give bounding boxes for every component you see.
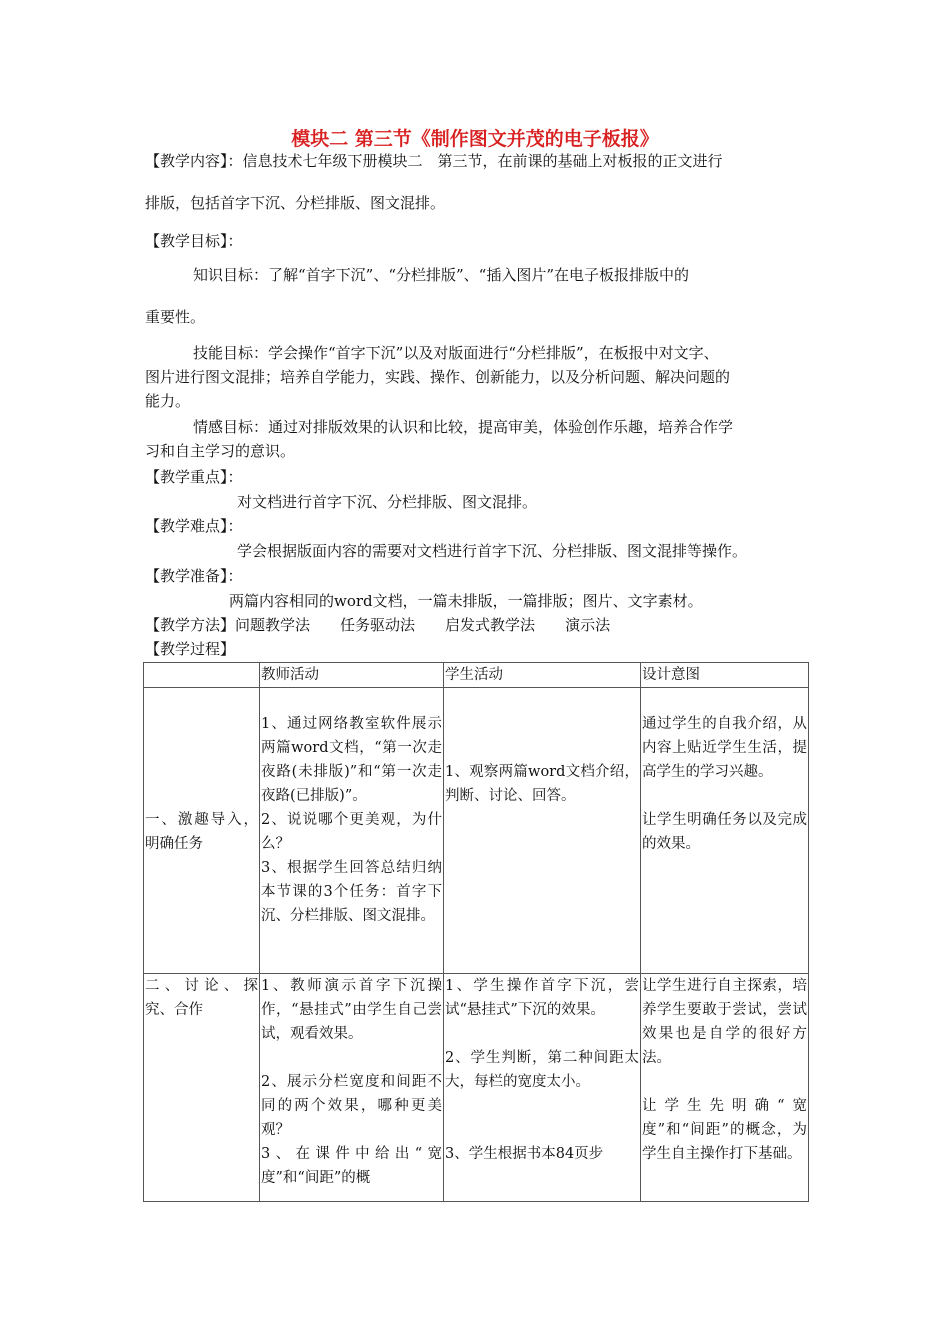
teacher-step: 3、在课件中给出“宽度”和“间距”的概 bbox=[261, 1146, 442, 1186]
difficulties-text: 学会根据版面内容的需要对文档进行首字下沉、分栏排版、图文混排等操作。 bbox=[237, 542, 748, 560]
teacher-step: 2、说说哪个更美观，为什么？ bbox=[261, 812, 442, 852]
teaching-content-cont: 排版，包括首字下沉、分栏排版、图文混排。 bbox=[145, 194, 446, 212]
stage-cell bbox=[144, 974, 260, 1202]
intent-cell bbox=[641, 688, 809, 974]
method-item: 启发式教学法 bbox=[445, 616, 536, 634]
skill-goal-cont-2: 能力。 bbox=[145, 392, 191, 410]
intent-text: 让学生先明确“宽度”和“间距”的概念，为学生自主操作打下基础。 bbox=[642, 1098, 807, 1162]
teacher-step: 3、根据学生回答总结归纳本节课的3个任务：首字下沉、分栏排版、图文混排。 bbox=[261, 860, 442, 924]
document-title: 模块二 第三节《制作图文并茂的电子板报》 bbox=[291, 128, 659, 150]
teaching-goals-label: 【教学目标】： bbox=[145, 232, 243, 250]
methods-label: 【教学方法】 bbox=[145, 616, 236, 634]
method-item: 演示法 bbox=[565, 616, 611, 634]
header-cell-stage bbox=[144, 663, 260, 688]
skill-goal: 技能目标：学会操作“首字下沉”以及对版面进行“分栏排版”，在板报中对文字、 bbox=[193, 344, 719, 362]
teacher-step: 2、展示分栏宽度和间距不同的两个效果，哪种更美观？ bbox=[261, 1074, 442, 1138]
header-cell-student: 学生活动 bbox=[444, 663, 641, 688]
teaching-methods bbox=[145, 614, 640, 636]
intent-text: 让学生明确任务以及完成的效果。 bbox=[642, 812, 807, 852]
stage-cell bbox=[144, 688, 260, 974]
teaching-content bbox=[145, 150, 723, 172]
skill-goal-cont-1: 图片进行图文混排；培养自学能力，实践、操作、创新能力，以及分析问题、解决问题的 bbox=[145, 368, 731, 386]
student-step: 3、学生根据书本84页步 bbox=[445, 1146, 604, 1162]
table-row bbox=[144, 688, 809, 974]
preparation-text: 两篇内容相同的word文档，一篇未排版，一篇排版；图片、文字素材。 bbox=[229, 592, 703, 610]
emotion-goal-cont: 习和自主学习的意识。 bbox=[145, 442, 296, 460]
student-step: 1、学生操作首字下沉，尝试“悬挂式”下沉的效果。 bbox=[445, 978, 639, 1018]
student-step: 1、观察两篇word文档介绍，判断、讨论、回答。 bbox=[445, 764, 639, 804]
preparation-label: 【教学准备】： bbox=[145, 567, 243, 585]
teacher-cell bbox=[260, 688, 444, 974]
student-cell bbox=[444, 688, 641, 974]
method-item: 任务驱动法 bbox=[340, 616, 416, 634]
teacher-step: 1、通过网络教室软件展示两篇word文档，“第一次走夜路(未排版)”和“第一次走夜路(已排版)”。 bbox=[261, 716, 442, 804]
intent-text: 通过学生的自我介绍，从内容上贴近学生生活，提高学生的学习兴趣。 bbox=[642, 716, 807, 780]
process-table bbox=[143, 662, 809, 1202]
method-item: 问题教学法 bbox=[235, 616, 311, 634]
teaching-content-label: 【教学内容】： bbox=[145, 152, 243, 170]
table-header-row bbox=[144, 663, 809, 688]
key-points-text: 对文档进行首字下沉、分栏排版、图文混排。 bbox=[237, 493, 538, 511]
difficulties-label: 【教学难点】： bbox=[145, 517, 243, 535]
student-cell bbox=[444, 974, 641, 1202]
stage-text: 一、激趣导入，明确任务 bbox=[145, 812, 258, 852]
student-step: 2、学生判断，第二种间距太大，每栏的宽度太小。 bbox=[445, 1050, 639, 1090]
header-cell-teacher: 教师活动 bbox=[260, 663, 444, 688]
intent-cell bbox=[641, 974, 809, 1202]
intent-text: 让学生进行自主探索，培养学生要敢于尝试，尝试效果也是自学的很好方法。 bbox=[642, 978, 807, 1066]
process-label: 【教学过程】 bbox=[145, 640, 236, 658]
stage-text: 二、讨论、探究、合作 bbox=[145, 978, 258, 1018]
emotion-goal: 情感目标：通过对排版效果的认识和比较，提高审美，体验创作乐趣，培养合作学 bbox=[193, 418, 734, 436]
knowledge-goal: 知识目标：了解“首字下沉”、“分栏排版”、“插入图片”在电子板报排版中的 bbox=[193, 266, 690, 284]
header-cell-intent: 设计意图 bbox=[641, 663, 809, 688]
table-row bbox=[144, 974, 809, 1202]
teaching-content-text: 信息技术七年级下册模块二 第三节，在前课的基础上对板报的正文进行 bbox=[242, 152, 723, 170]
key-points-label: 【教学重点】： bbox=[145, 468, 243, 486]
teacher-cell bbox=[260, 974, 444, 1202]
teacher-step: 1、教师演示首字下沉操作，“悬挂式”由学生自己尝试，观看效果。 bbox=[261, 978, 442, 1042]
knowledge-goal-cont: 重要性。 bbox=[145, 308, 206, 326]
